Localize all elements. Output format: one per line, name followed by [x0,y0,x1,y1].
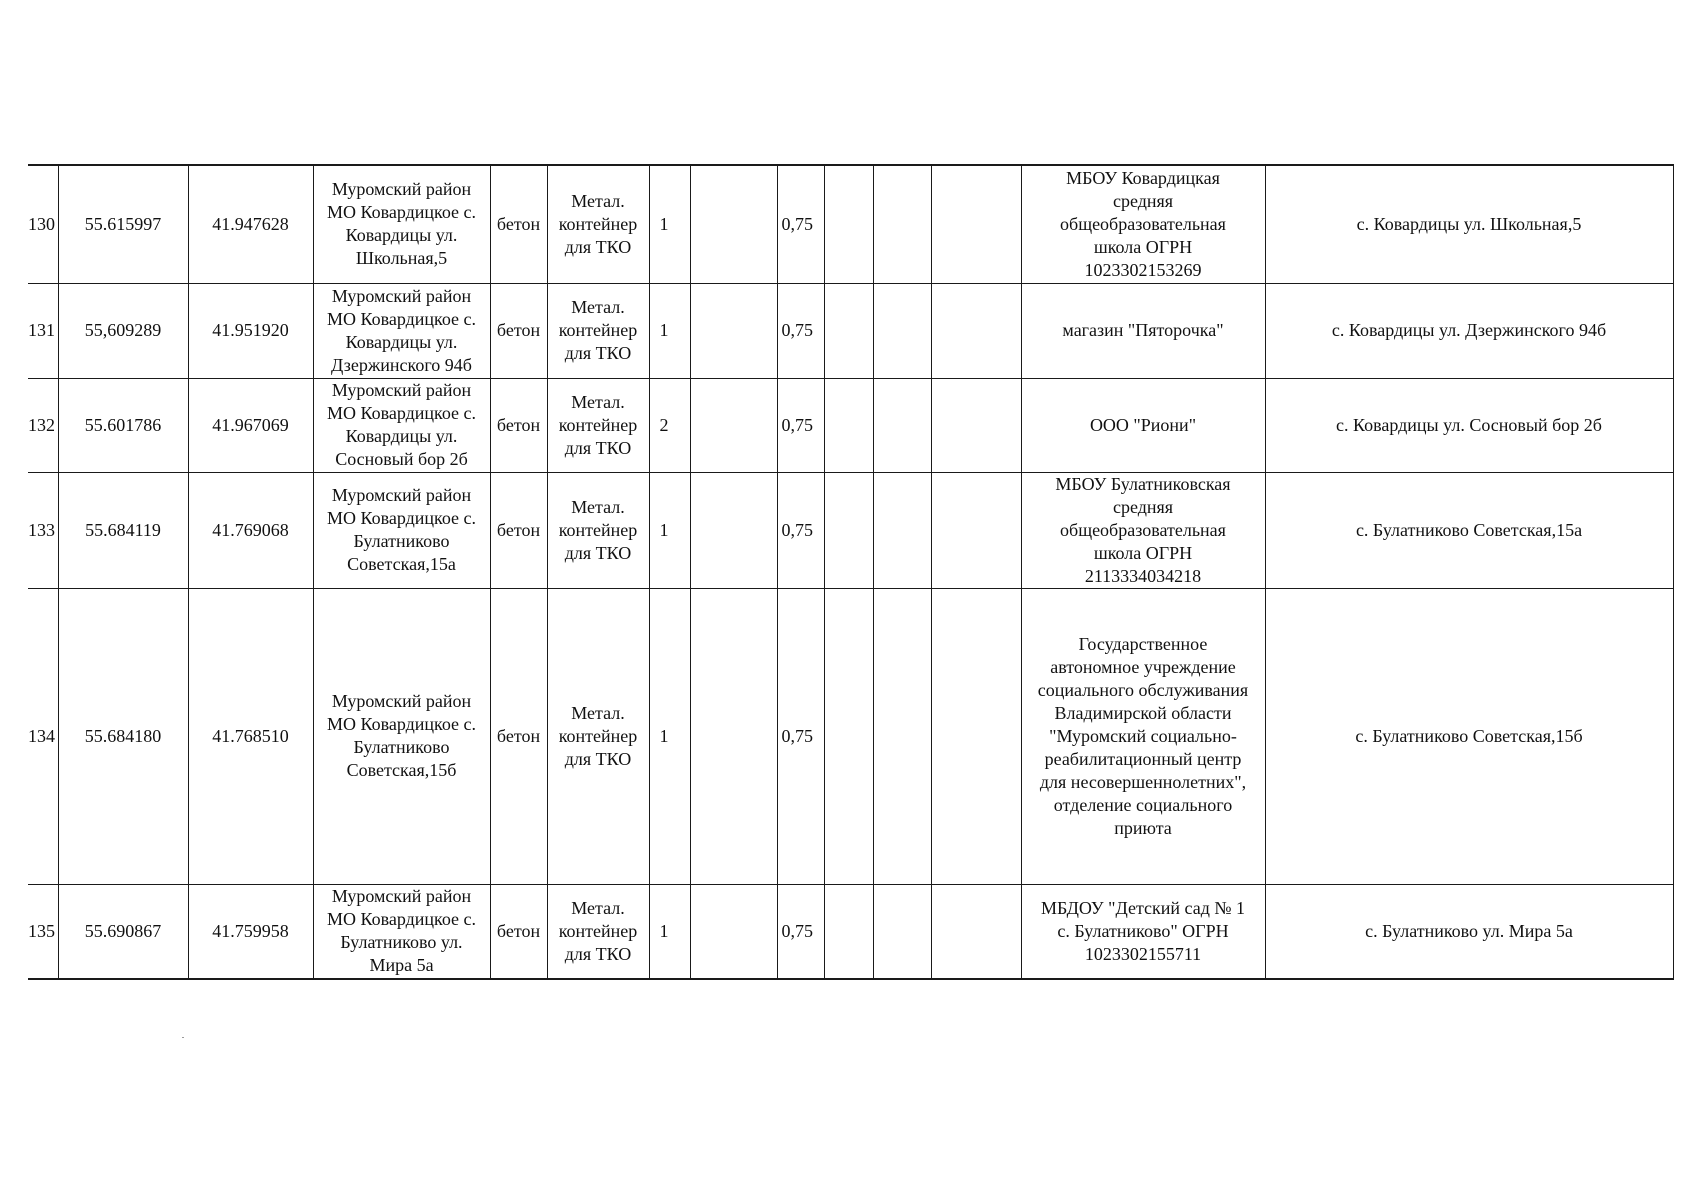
row-number-cell [28,283,58,378]
volume-cell [777,588,824,884]
longitude-cell [188,472,313,588]
surface-cell [490,884,547,979]
volume-value: 0,75 [781,920,813,941]
container-type-cell [547,884,649,979]
container-type-value: Метал. контейнер для ТКО [558,897,638,964]
empty-cell-c [873,165,931,283]
table-row [28,283,1673,378]
container-count-value: 1 [659,920,669,941]
volume-value: 0,75 [781,320,813,340]
latitude-value: 55.601786 [84,414,162,435]
waste-source-value: с. Булатниково ул. Мира 5а [1365,920,1573,941]
address-cell [313,472,490,588]
volume-value: 0,75 [781,725,813,746]
table-row [28,165,1673,283]
address-value: Муромский район МО Ковардицкое с. Ковардицы ул. Сосновый бор 2б [326,380,477,469]
volume-cell [777,378,824,472]
empty-cell-b [824,588,873,884]
waste-source-value: с. Ковардицы ул. Школьная,5 [1356,213,1582,234]
longitude-value: 41.951920 [212,320,289,340]
container-count-cell [649,884,690,979]
volume-cell [777,884,824,979]
latitude-cell [58,588,188,884]
row-number-cell [28,588,58,884]
container-count-value: 1 [659,213,669,234]
row-number: 133 [28,519,55,540]
longitude-cell [188,884,313,979]
longitude-cell [188,165,313,283]
owner-value: МБДОУ "Детский сад № 1 с. Булатниково" ОГРН 1023302155711 [1040,897,1246,964]
longitude-value: 41.759958 [212,920,289,941]
longitude-value: 41.967069 [212,414,289,435]
empty-cell-d [931,588,1021,884]
empty-cell-b [824,472,873,588]
waste-source-value: с. Булатниково Советская,15а [1355,519,1583,540]
address-cell [313,165,490,283]
latitude-value: 55.684119 [85,519,161,540]
longitude-cell [188,378,313,472]
empty-cell-a [690,588,777,884]
surface-value: бетон [496,920,541,941]
empty-cell-d [931,472,1021,588]
owner-value: магазин "Пяторочка" [1062,320,1224,340]
empty-cell-d [931,884,1021,979]
volume-value: 0,75 [781,519,813,540]
empty-cell-a [690,165,777,283]
owner-cell [1021,588,1265,884]
empty-cell-c [873,472,931,588]
surface-value: бетон [496,320,541,340]
container-type-value: Метал. контейнер для ТКО [558,391,638,458]
empty-cell-c [873,884,931,979]
address-value: Муромский район МО Ковардицкое с. Ковардицы ул. Школьная,5 [326,179,477,269]
row-number: 131 [28,320,55,340]
surface-value: бетон [496,414,541,435]
container-type-value: Метал. контейнер для ТКО [558,190,638,257]
container-count-value: 2 [659,414,669,435]
empty-cell-b [824,283,873,378]
container-count-value: 1 [659,320,669,340]
table-row [28,472,1673,588]
empty-cell-a [690,472,777,588]
latitude-value: 55.684180 [84,725,162,746]
owner-cell [1021,165,1265,283]
table-row [28,378,1673,472]
volume-cell [777,165,824,283]
latitude-cell [58,165,188,283]
latitude-cell [58,884,188,979]
surface-value: бетон [496,725,541,746]
container-type-cell [547,283,649,378]
surface-cell [490,378,547,472]
container-count-cell [649,378,690,472]
surface-value: бетон [496,519,541,540]
owner-cell [1021,283,1265,378]
container-sites-table [28,164,1674,980]
latitude-value: 55.615997 [84,213,162,234]
container-count-value: 1 [659,725,669,746]
latitude-value: 55,609289 [84,320,162,340]
row-number-cell [28,884,58,979]
owner-value: МБОУ Ковардицкая средняя общеобразовательная школа ОГРН 1023302153269 [1060,167,1226,280]
container-count-value: 1 [659,519,669,540]
container-type-value: Метал. контейнер для ТКО [558,297,638,363]
owner-value: МБОУ Булатниковская средняя общеобразовательная школа ОГРН 2113334034218 [1055,473,1231,586]
owner-cell [1021,472,1265,588]
waste-source-cell [1265,378,1673,472]
address-cell [313,884,490,979]
longitude-value: 41.769068 [212,519,289,540]
table-row [28,588,1673,884]
address-value: Муромский район МО Ковардицкое с. Булатниково Советская,15а [326,485,477,574]
address-cell [313,283,490,378]
container-count-cell [649,588,690,884]
row-number-cell [28,378,58,472]
latitude-cell [58,472,188,588]
surface-cell [490,588,547,884]
surface-cell [490,165,547,283]
row-number: 132 [28,414,55,435]
address-value: Муромский район МО Ковардицкое с. Булатниково ул. Мира 5а [326,886,477,976]
scan-speck [182,1037,184,1038]
latitude-value: 55.690867 [84,920,162,941]
table-body [28,165,1673,979]
container-count-cell [649,472,690,588]
waste-source-cell [1265,472,1673,588]
waste-source-value: с. Булатниково Советская,15б [1355,725,1583,746]
owner-value: ООО "Риони" [1089,414,1197,435]
owner-value: Государственное автономное учреждение социального обслуживания Владимирской области "Муромский социально- реабилитационный центр для несовершеннолетних", отделение социального приюта [1037,633,1249,838]
address-cell [313,588,490,884]
container-type-value: Метал. контейнер для ТКО [558,496,638,563]
longitude-value: 41.768510 [212,725,289,746]
waste-source-cell [1265,588,1673,884]
latitude-cell [58,378,188,472]
register-sheet [28,164,1673,980]
owner-cell [1021,378,1265,472]
longitude-value: 41.947628 [212,213,289,234]
container-type-cell [547,378,649,472]
waste-source-cell [1265,165,1673,283]
empty-cell-a [690,283,777,378]
empty-cell-b [824,165,873,283]
longitude-cell [188,588,313,884]
empty-cell-d [931,283,1021,378]
container-count-cell [649,165,690,283]
volume-value: 0,75 [781,213,813,234]
surface-value: бетон [496,213,541,234]
address-value: Муромский район МО Ковардицкое с. Ковардицы ул. Дзержинского 94б [326,285,477,375]
empty-cell-c [873,588,931,884]
waste-source-value: с. Ковардицы ул. Сосновый бор 2б [1336,414,1602,435]
row-number-cell [28,165,58,283]
container-type-value: Метал. контейнер для ТКО [558,702,638,769]
row-number: 134 [28,725,55,746]
empty-cell-b [824,378,873,472]
waste-source-cell [1265,884,1673,979]
row-number-cell [28,472,58,588]
surface-cell [490,472,547,588]
container-count-cell [649,283,690,378]
empty-cell-d [931,165,1021,283]
surface-cell [490,283,547,378]
row-number: 135 [28,920,55,941]
empty-cell-a [690,884,777,979]
volume-cell [777,472,824,588]
waste-source-cell [1265,283,1673,378]
longitude-cell [188,283,313,378]
empty-cell-c [873,378,931,472]
empty-cell-b [824,884,873,979]
owner-cell [1021,884,1265,979]
address-value: Муромский район МО Ковардицкое с. Булатниково Советская,15б [326,691,477,780]
row-number: 130 [28,213,55,234]
container-type-cell [547,588,649,884]
volume-value: 0,75 [781,414,813,435]
table-row [28,884,1673,979]
container-type-cell [547,472,649,588]
address-cell [313,378,490,472]
volume-cell [777,283,824,378]
waste-source-value: с. Ковардицы ул. Дзержинского 94б [1331,320,1607,340]
container-type-cell [547,165,649,283]
empty-cell-d [931,378,1021,472]
latitude-cell [58,283,188,378]
empty-cell-c [873,283,931,378]
empty-cell-a [690,378,777,472]
